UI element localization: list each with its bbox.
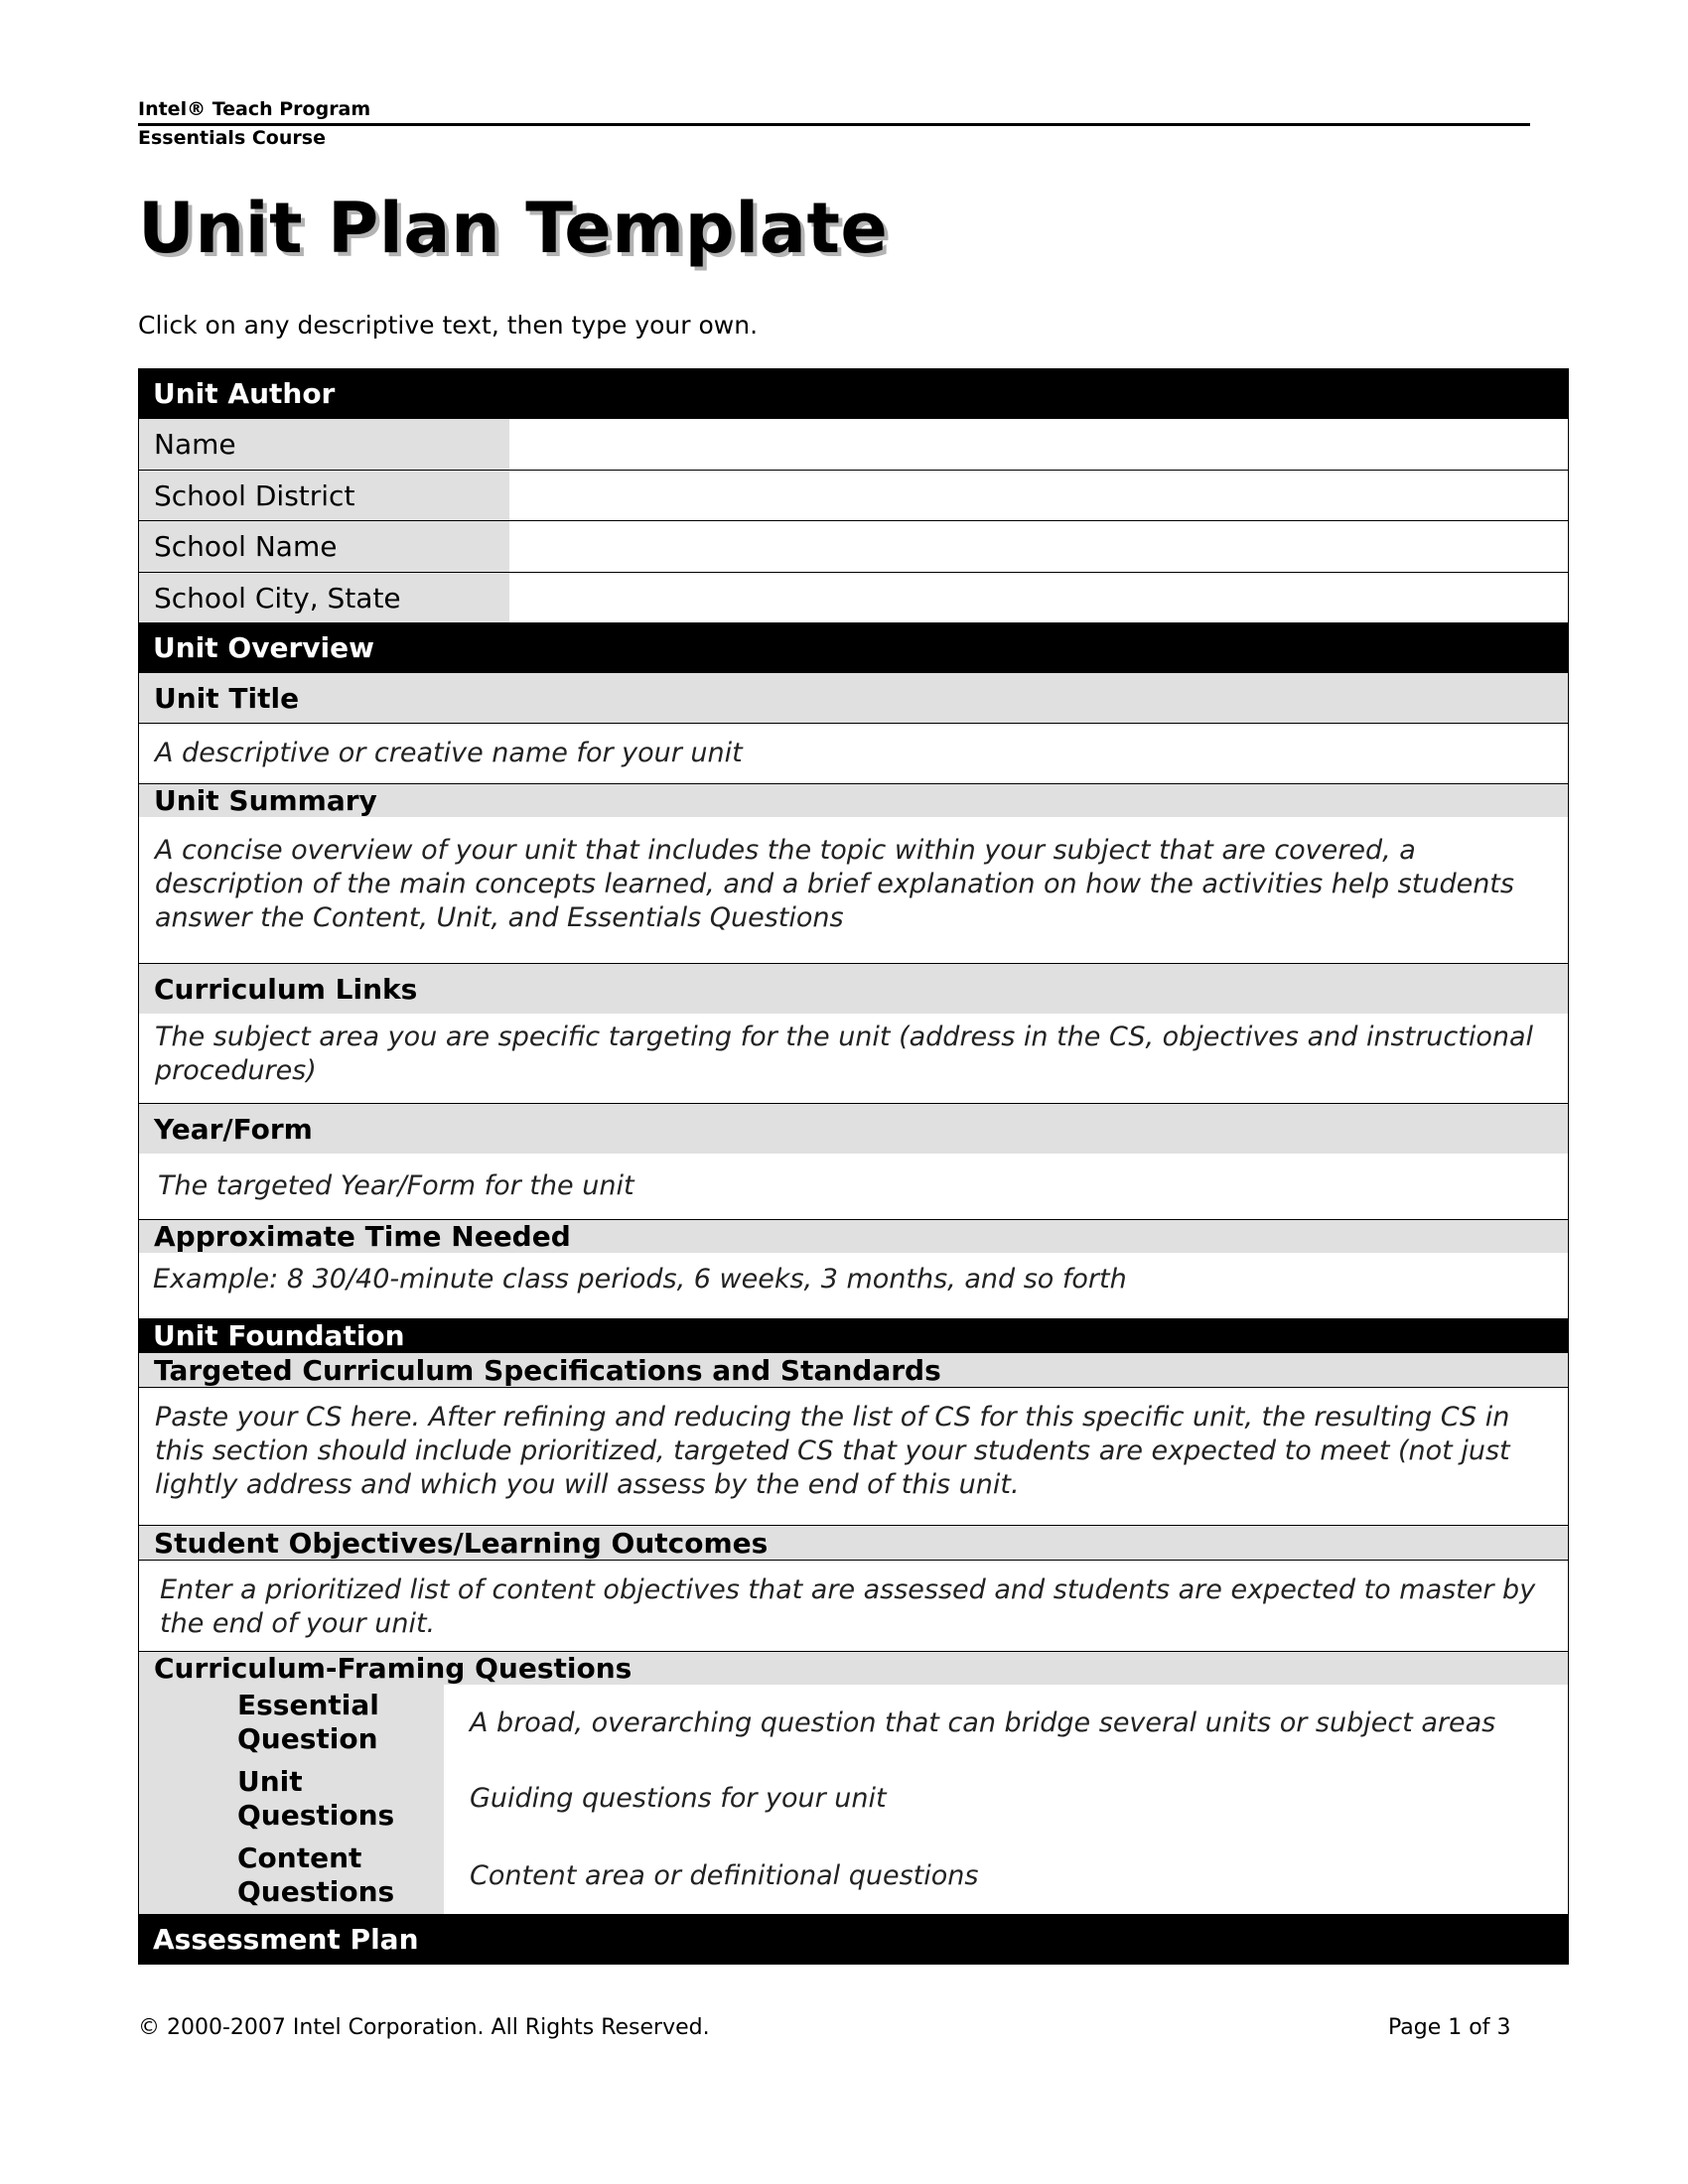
objectives-label: Student Objectives/Learning Outcomes: [138, 1526, 1569, 1561]
content-questions-row: [138, 1837, 1569, 1914]
field-school-name: [138, 521, 1569, 573]
school-city-state-input[interactable]: [509, 573, 1568, 622]
year-form-field[interactable]: [138, 1154, 1569, 1220]
time-needed-field[interactable]: [138, 1253, 1569, 1318]
unit-title-text[interactable]: A descriptive or creative name for your unit: [155, 738, 743, 768]
standards-label: Targeted Curriculum Specifications and Standards: [138, 1353, 1569, 1388]
unit-summary-text[interactable]: A concise overview of your unit that includes the topic within your subject that are covered, a description of the main concepts learned, and a brief explanation on how the activities help students answer the Content, Unit, and Essentials Questions: [155, 835, 1514, 933]
header-program: Intel® Teach Program: [138, 98, 371, 120]
time-needed-text[interactable]: Example: 8 30/40-minute class periods, 6 weeks, 3 months, and so forth: [153, 1264, 1127, 1295]
time-needed-label: Approximate Time Needed: [138, 1220, 1569, 1253]
content-questions-field[interactable]: Content area or definitional questions: [444, 1837, 1568, 1914]
unit-summary-field[interactable]: [138, 817, 1569, 964]
school-name-input[interactable]: [509, 521, 1568, 572]
school-district-input[interactable]: [509, 471, 1568, 520]
year-form-text[interactable]: The targeted Year/Form for the unit: [158, 1170, 634, 1201]
unit-title-field[interactable]: [138, 723, 1569, 784]
page-title: Unit Plan Template: [138, 188, 889, 269]
field-school-district: [138, 471, 1569, 521]
field-label: Name: [139, 419, 509, 470]
section-unit-overview: Unit Overview: [138, 622, 1569, 673]
section-assessment-plan: Assessment Plan: [138, 1914, 1569, 1965]
unit-questions-label: Unit Questions: [139, 1760, 444, 1837]
footer-page-number: Page 1 of 3: [1388, 2015, 1511, 2040]
unit-questions-row: [138, 1760, 1569, 1837]
field-label: School District: [139, 471, 509, 520]
section-unit-foundation: Unit Foundation: [138, 1318, 1569, 1353]
year-form-label: Year/Form: [138, 1104, 1569, 1154]
field-school-city-state: [138, 573, 1569, 622]
unit-questions-field[interactable]: Guiding questions for your unit: [444, 1760, 1568, 1837]
curriculum-links-text[interactable]: The subject area you are specific targeting for the unit (address in the CS, objectives and instructional procedures): [155, 1022, 1534, 1086]
field-name: [138, 419, 1569, 471]
essential-question-field[interactable]: A broad, overarching question that can bridge several units or subject areas: [444, 1685, 1568, 1760]
field-label: School Name: [139, 521, 509, 572]
essential-question-row: [138, 1685, 1569, 1760]
curriculum-links-field[interactable]: [138, 1014, 1569, 1104]
field-label: School City, State: [139, 573, 509, 622]
unit-summary-label: Unit Summary: [138, 784, 1569, 817]
standards-field[interactable]: [138, 1388, 1569, 1526]
cfq-label: Curriculum-Framing Questions: [138, 1652, 1569, 1685]
essential-question-label: Essential Question: [139, 1685, 444, 1760]
header-course: Essentials Course: [138, 127, 326, 149]
intro-text: Click on any descriptive text, then type your own.: [138, 311, 759, 340]
section-unit-author: Unit Author: [138, 368, 1569, 419]
curriculum-links-label: Curriculum Links: [138, 964, 1569, 1014]
footer-copyright: © 2000-2007 Intel Corporation. All Rights Reserved.: [138, 2015, 710, 2040]
content-questions-label: Content Questions: [139, 1837, 444, 1914]
header-divider: [138, 123, 1530, 126]
standards-text[interactable]: Paste your CS here. After refining and reducing the list of CS for this specific unit, the resulting CS in this section should include prioritized, targeted CS that your students are expected to meet (not just lightly address and which you will assess by the end of this unit.: [155, 1402, 1510, 1500]
unit-plan-form: [138, 368, 1569, 1965]
objectives-field[interactable]: [138, 1561, 1569, 1652]
name-input[interactable]: [509, 419, 1568, 470]
objectives-text[interactable]: Enter a prioritized list of content objectives that are assessed and students are expected to master by the end of your unit.: [160, 1574, 1536, 1639]
unit-title-label: Unit Title: [138, 673, 1569, 723]
